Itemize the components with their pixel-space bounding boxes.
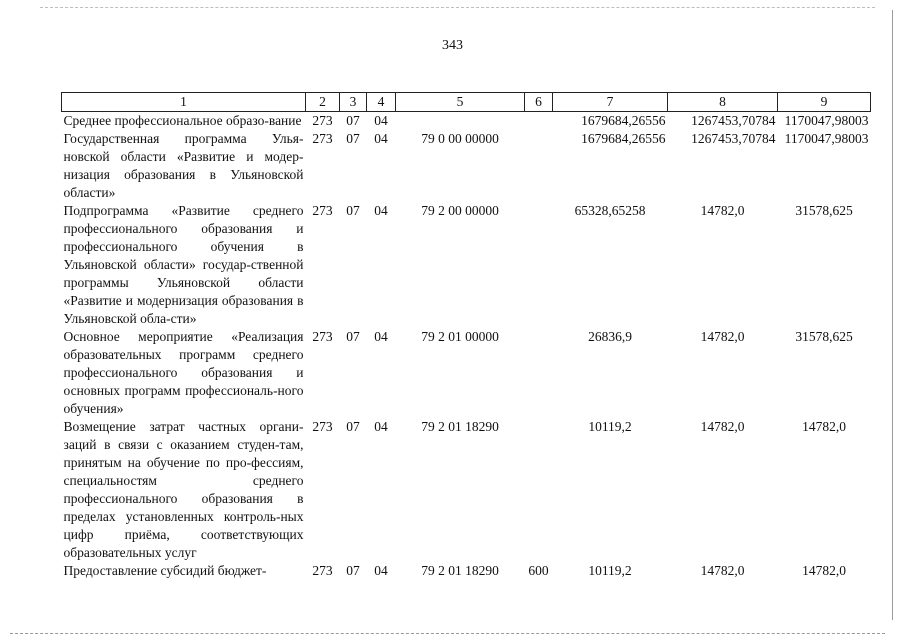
- scan-edge-right: [892, 10, 893, 620]
- cell-col4: 04: [374, 113, 388, 128]
- cell-col6: 600: [528, 563, 549, 578]
- row-name: Подпрограмма «Развитие среднего профессионального образования и профессионального обучения в Ульяновской области» государ-ственной программы Ульяновской области «Развитие и модернизация образования в Ульяновской обла-сти»: [63, 203, 304, 326]
- cell-col6: [525, 112, 553, 131]
- cell-col4: 04: [374, 131, 388, 146]
- table-row: [62, 328, 871, 418]
- column-header: 5: [396, 93, 525, 112]
- cell-col2: 273: [312, 131, 333, 146]
- column-header: 7: [553, 93, 668, 112]
- scan-edge-bottom: [10, 633, 885, 634]
- cell-col7: 1679684,26556: [581, 113, 666, 128]
- cell-col7: 65328,65258: [574, 203, 646, 218]
- scan-edge-top: [40, 7, 875, 8]
- column-header: 8: [668, 93, 778, 112]
- cell-col9: 1170047,98003: [784, 113, 869, 128]
- row-name: Среднее профессиональное образо-вание: [63, 113, 302, 128]
- cell-col4: 04: [374, 203, 388, 218]
- cell-col4: 04: [374, 563, 388, 578]
- cell-col4: 04: [374, 419, 388, 434]
- cell-col3: 07: [346, 563, 360, 578]
- cell-col5: [396, 112, 525, 131]
- cell-col9: 31578,625: [795, 203, 853, 218]
- cell-col6: [525, 202, 553, 328]
- cell-col6: [525, 130, 553, 202]
- cell-col3: 07: [346, 419, 360, 434]
- table-row: [62, 130, 871, 202]
- page-number: 343: [442, 38, 463, 53]
- cell-col9: 31578,625: [795, 329, 853, 344]
- table-row: [62, 418, 871, 562]
- row-name: Возмещение затрат частных органи-заций в связи с оказанием студен-там, принятым на обучение по про-фессиям, специальностям среднего профессионального образования в пределах установленных контроль-ных цифр приёма, соответствующих образовательных услуг: [63, 419, 304, 560]
- cell-col2: 273: [312, 203, 333, 218]
- cell-col8: 1267453,70784: [691, 131, 776, 146]
- row-name: Предоставление субсидий бюджет-: [63, 563, 267, 578]
- cell-col3: 07: [346, 131, 360, 146]
- column-header: 2: [306, 93, 340, 112]
- cell-col2: 273: [312, 329, 333, 344]
- budget-table: [61, 92, 871, 580]
- row-name: Государственная программа Улья-новской области «Развитие и модер-низация образования в Ульяновской области»: [63, 131, 304, 200]
- cell-col5: 79 0 00 00000: [421, 131, 499, 146]
- column-header: 9: [778, 93, 871, 112]
- cell-col2: 273: [312, 113, 333, 128]
- table-header-row: [62, 93, 871, 112]
- cell-col8: 14782,0: [700, 419, 745, 434]
- cell-col2: 273: [312, 419, 333, 434]
- column-header: 4: [367, 93, 396, 112]
- cell-col8: 14782,0: [700, 329, 745, 344]
- cell-col4: 04: [374, 329, 388, 344]
- column-header: 6: [525, 93, 553, 112]
- row-name: Основное мероприятие «Реализация образовательных программ среднего профессионального образования и основных программ профессиональ-ного обучения»: [63, 329, 304, 416]
- cell-col8: 1267453,70784: [691, 113, 776, 128]
- cell-col6: [525, 418, 553, 562]
- cell-col8: 14782,0: [700, 203, 745, 218]
- cell-col3: 07: [346, 329, 360, 344]
- cell-col5: 79 2 00 00000: [421, 203, 499, 218]
- cell-col9: 14782,0: [802, 563, 846, 578]
- table-row: [62, 202, 871, 328]
- column-header: 3: [340, 93, 367, 112]
- cell-col7: 1679684,26556: [581, 131, 666, 146]
- cell-col9: 1170047,98003: [784, 131, 869, 146]
- cell-col5: 79 2 01 18290: [421, 419, 499, 434]
- cell-col5: 79 2 01 18290: [421, 563, 499, 578]
- cell-col8: 14782,0: [700, 563, 745, 578]
- cell-col2: 273: [312, 563, 333, 578]
- cell-col7: 10119,2: [588, 563, 632, 578]
- cell-col7: 26836,9: [588, 329, 632, 344]
- cell-col3: 07: [346, 203, 360, 218]
- cell-col3: 07: [346, 113, 360, 128]
- column-header: 1: [62, 93, 306, 112]
- cell-col7: 10119,2: [588, 419, 632, 434]
- cell-col9: 14782,0: [802, 419, 846, 434]
- table-row: [62, 112, 871, 131]
- cell-col6: [525, 328, 553, 418]
- table-row: [62, 562, 871, 580]
- cell-col5: 79 2 01 00000: [421, 329, 499, 344]
